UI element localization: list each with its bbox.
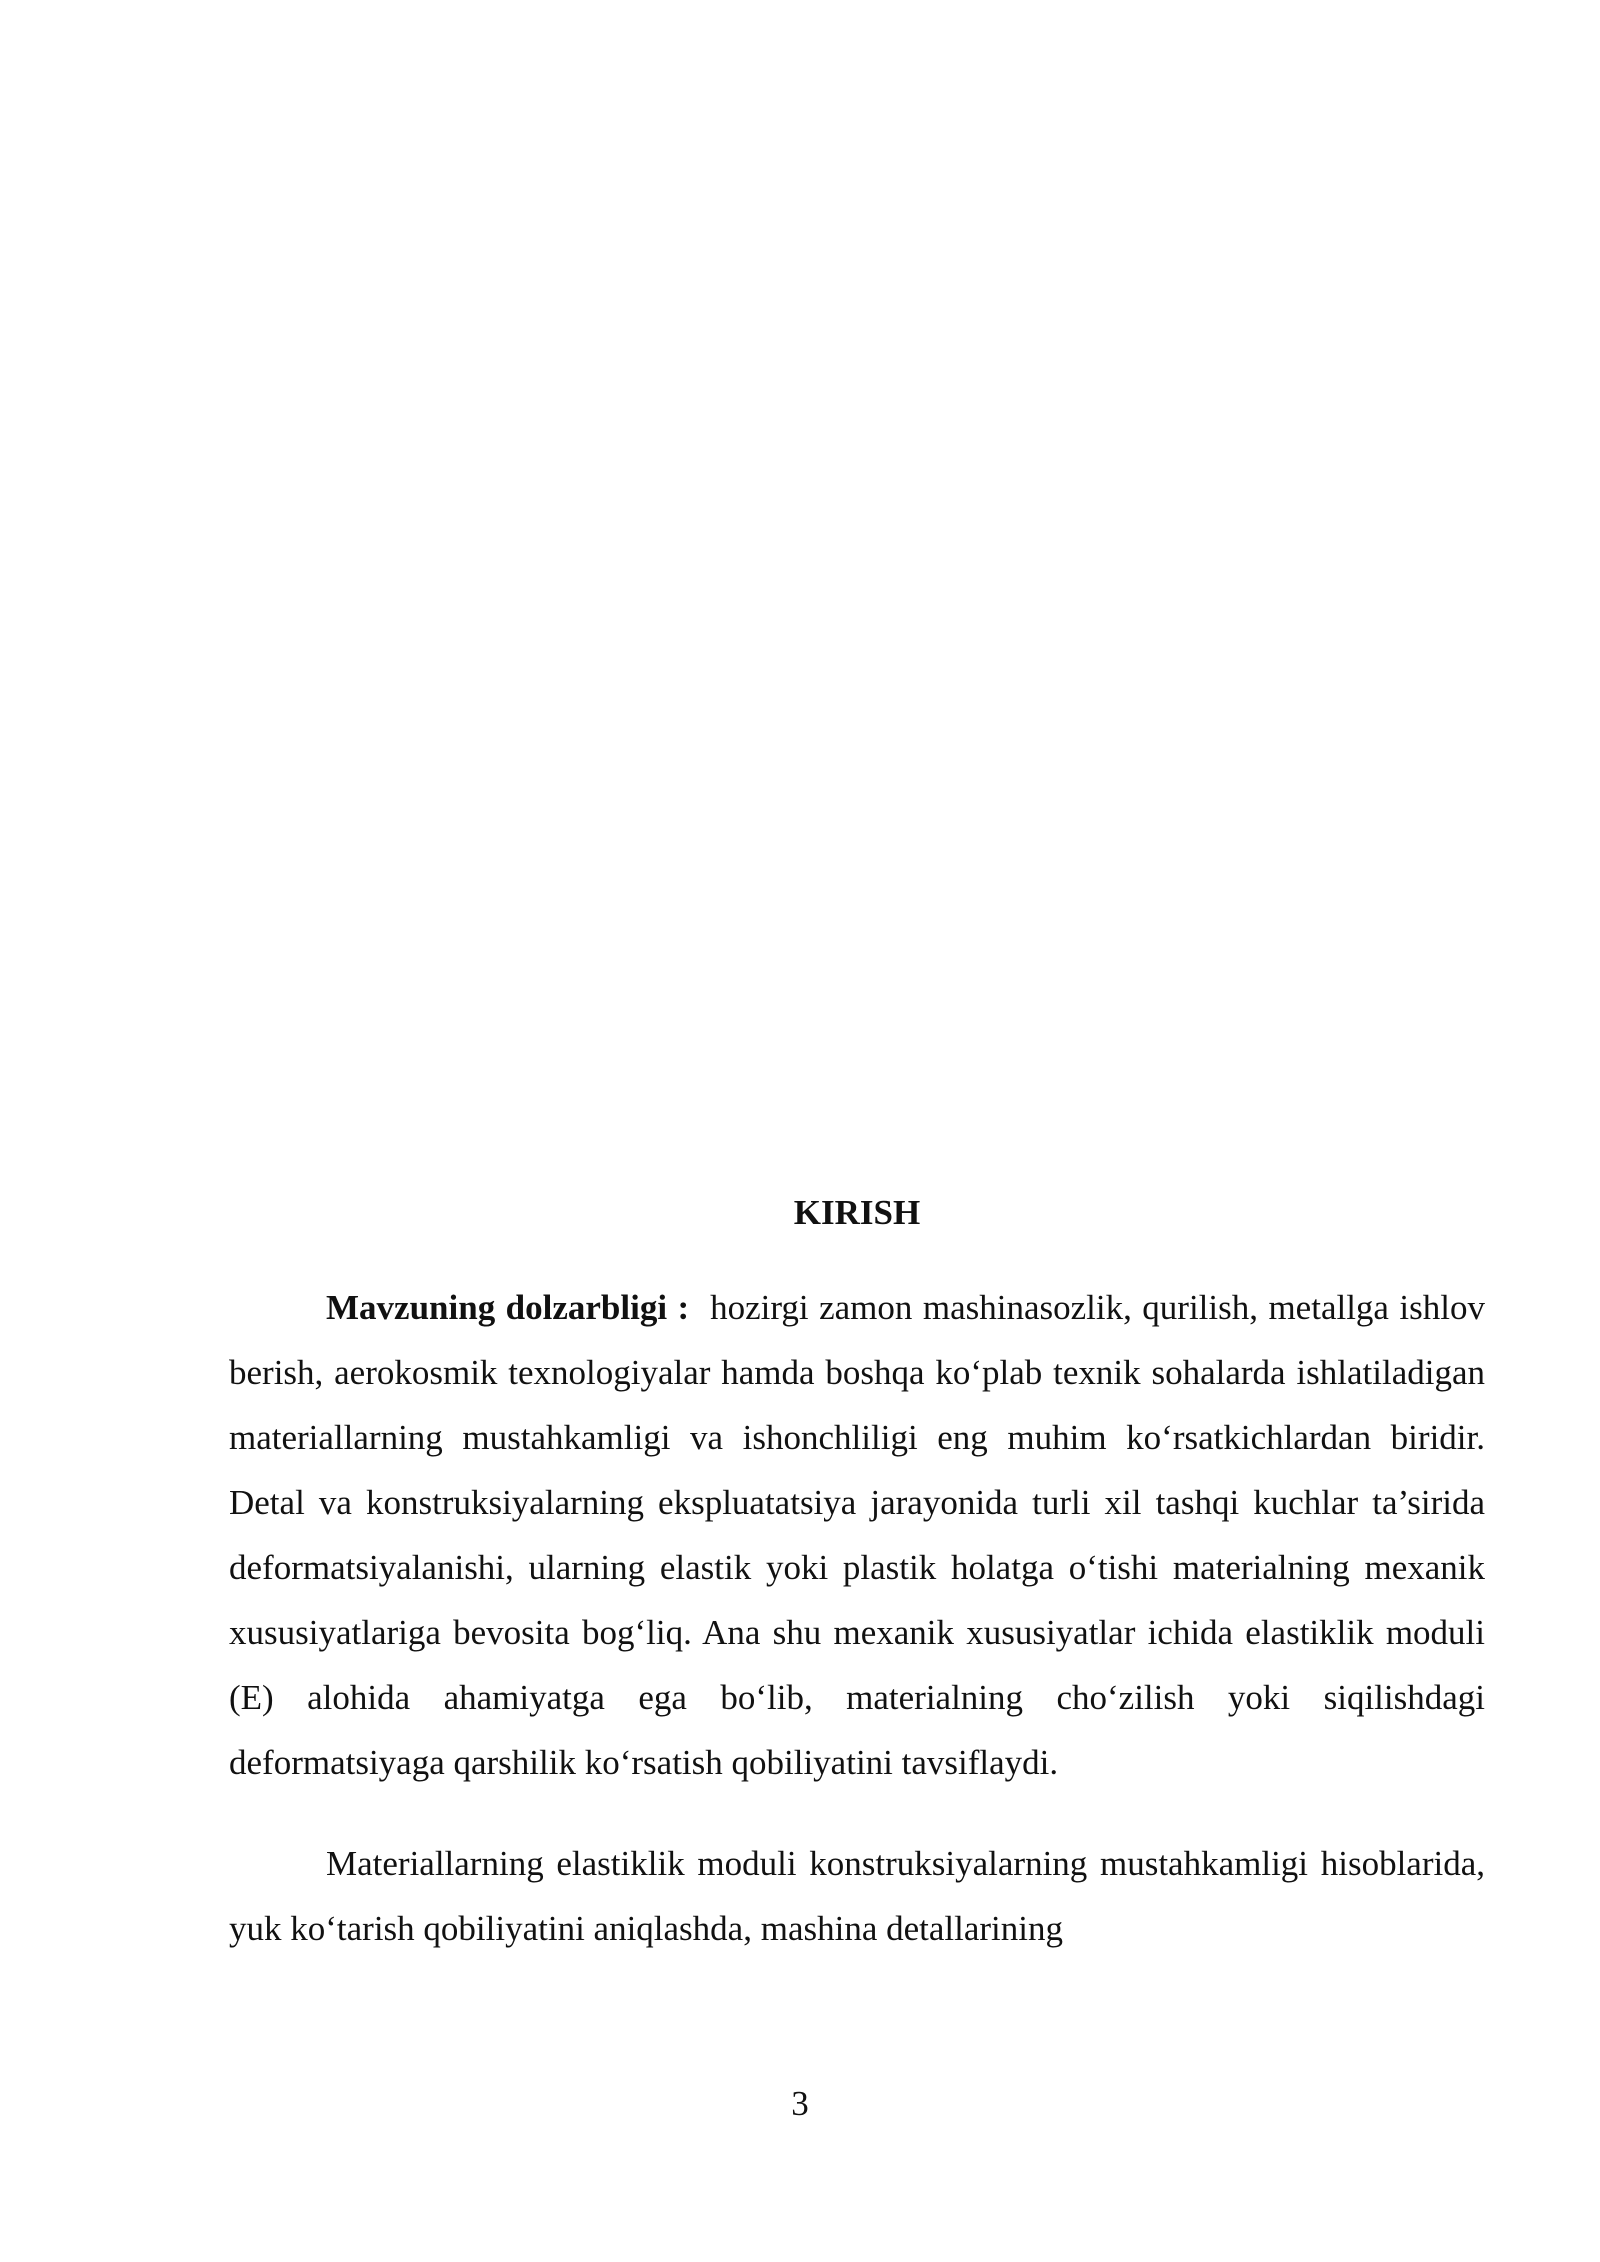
paragraph-relevance-text: hozirgi zamon mashinasozlik, qurilish, metallga ishlov berish, aerokosmik texnologiyalar hamda boshqa ko‘plab texnik sohalarda ishlatiladigan materiallarning mustahkamligi va ishonchliligi eng muhim ko‘rsatkichlardan biridir. Detal va konstruksiyalarning ekspluatatsiya jarayonida turli xil tashqi kuchlar ta’sirida deformatsiyalanishi, ularning elastik yoki plastik holatga o‘tishi materialning mexanik xususiyatlariga bevosita bog‘liq. Ana shu mexanik xususiyatlar ichida elastiklik moduli (E) alohida ahamiyatga ega bo‘lib, materialning cho‘zilish yoki siqilishdagi deformatsiyaga qarshilik ko‘rsatish qobiliyatini tavsiflaydi.	[229, 1288, 1485, 1782]
paragraph-relevance	[229, 1275, 1485, 1795]
section-heading: KIRISH	[793, 1193, 921, 1232]
paragraph-elasticity: Materiallarning elastiklik moduli konstruksiyalarning mustahkamligi hisoblarida, yuk ko‘tarish qobiliyatini aniqlashda, mashina detallarining	[229, 1844, 1485, 1948]
paragraph-lead: Mavzuning dolzarbligi :	[326, 1288, 690, 1327]
page-content	[229, 1185, 1485, 1961]
page-number: 3	[791, 2084, 809, 2123]
